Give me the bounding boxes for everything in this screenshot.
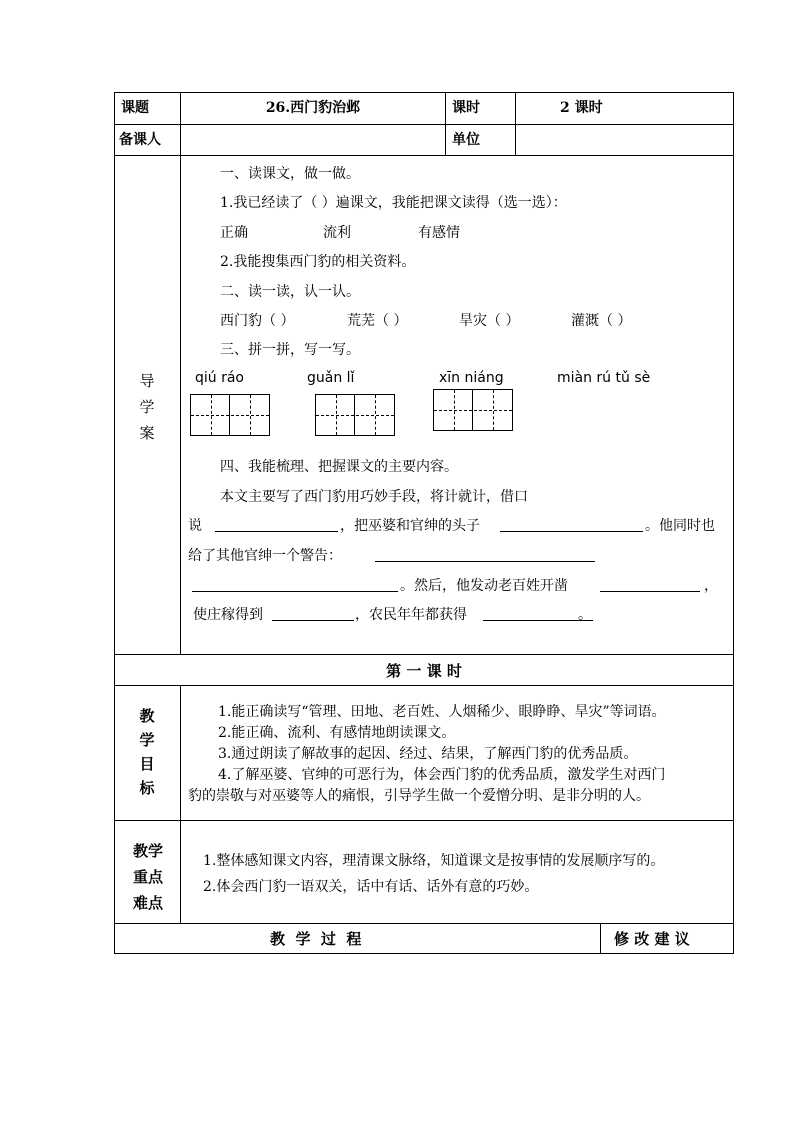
writing-grid-qiurao[interactable]	[190, 394, 270, 436]
lesson-title: 26.西门豹治邺	[265, 100, 361, 116]
key-point-2: 2.体会西门豹一语双关，话中有话、话外有意的巧妙。	[203, 879, 539, 895]
pinyin-mianrutuse: miàn rú tǔ sè	[557, 370, 651, 386]
section4-line2-c: 。他同时也	[645, 518, 715, 534]
blank-irrigation[interactable]	[272, 620, 354, 621]
section1-question2: 2.我能搜集西门豹的相关资料。	[220, 254, 416, 270]
word-huangwu: 荒芜（ ）	[347, 313, 408, 329]
goal-3: 3.通过朗读了解故事的起因、经过、结果，了解西门豹的优秀品质。	[218, 746, 638, 762]
section4-line1: 本文主要写了西门豹用巧妙手段，将计就计，借口	[220, 489, 528, 505]
option-emotion: 有感情	[418, 225, 460, 241]
suggest-label: 修 改 建 议	[614, 930, 690, 948]
pinyin-xinniang: xīn niáng	[439, 370, 504, 386]
lesson1-heading: 第 一 课 时	[386, 662, 462, 680]
word-hanzai: 旱灾（ ）	[459, 313, 520, 329]
goals-side-label: 教 学 目 标	[139, 707, 155, 797]
word-guangai: 灌溉（ ）	[571, 313, 632, 329]
section4-line3: 给了其他官绅一个警告：	[188, 548, 342, 564]
section4-line4-a: 。然后，他发动老百姓开凿	[400, 578, 568, 594]
blank-warning-1[interactable]	[375, 561, 595, 562]
section2-heading: 二、读一读，认一认。	[220, 284, 360, 300]
blank-excuse[interactable]	[215, 531, 338, 532]
section3-heading: 三、拼一拼，写一写。	[220, 342, 360, 358]
pinyin-qiurao: qiú ráo	[195, 370, 244, 386]
word-ximenbao: 西门豹（ ）	[220, 313, 295, 329]
writing-grid-guanli[interactable]	[315, 394, 395, 436]
process-label: 教 学 过 程	[270, 930, 362, 948]
goal-4-cont: 豹的崇敬与对巫婆等人的痛恨，引导学生做一个爱憎分明、是非分明的人。	[188, 788, 650, 804]
section4-heading: 四、我能梳理、把握课文的主要内容。	[220, 459, 458, 475]
pinyin-guanli: guǎn lǐ	[307, 370, 355, 386]
section4-line5-a: 使庄稼得到	[193, 607, 263, 623]
option-fluent: 流利	[323, 225, 351, 241]
option-correct: 正确	[220, 225, 248, 241]
label-title: 课题	[121, 100, 149, 116]
label-unit: 单位	[452, 132, 480, 148]
blank-warning-2[interactable]	[192, 591, 398, 592]
label-preparer: 备课人	[119, 132, 161, 148]
section4-line2-a: 说	[188, 518, 202, 534]
section4-line5-b: ，农民年年都获得	[355, 607, 467, 623]
section1-heading: 一、读课文，做一做。	[220, 166, 360, 182]
blank-canals[interactable]	[600, 591, 700, 592]
section4-line2-b: ，把巫婆和官绅的头子	[340, 518, 480, 534]
goal-1: 1.能正确读写“管理、田地、老百姓、人烟稀少、眼睁睁、旱灾”等词语。	[218, 704, 666, 720]
section1-question1: 1.我已经读了（ ）遍课文，我能把课文读得（选一选）：	[220, 195, 567, 211]
section4-line5-c: 。	[578, 607, 592, 623]
writing-grid-xinniang[interactable]	[433, 389, 513, 431]
key-point-1: 1.整体感知课文内容，理清课文脉络，知道课文是按事情的发展顺序写的。	[203, 853, 665, 869]
blank-harvest[interactable]	[483, 620, 593, 621]
goal-4: 4.了解巫婆、官绅的可恶行为，体会西门豹的优秀品质，激发学生对西门	[218, 767, 666, 783]
goal-2: 2.能正确、流利、有感情地朗读课文。	[218, 725, 456, 741]
key-side-label: 教学 重点 难点	[132, 842, 163, 912]
section4-line4-b: ，	[704, 578, 718, 594]
blank-leaders[interactable]	[500, 531, 643, 532]
label-hours: 课时	[452, 100, 480, 116]
lesson-hours: 2 课时	[560, 100, 603, 116]
guide-side-label: 导 学 案	[139, 372, 155, 442]
